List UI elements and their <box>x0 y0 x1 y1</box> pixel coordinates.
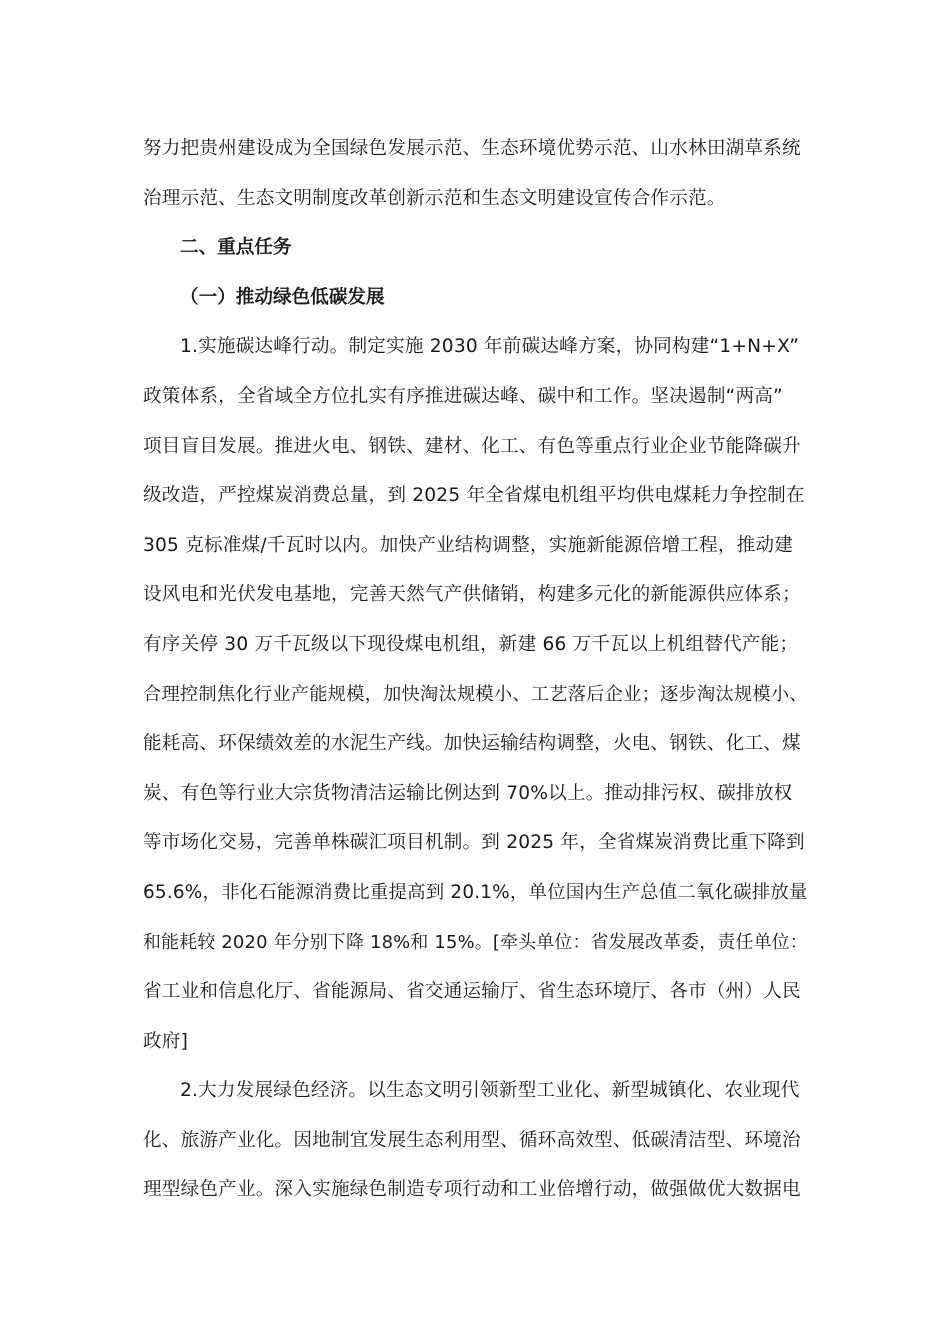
text-line: 省工业和信息化厅、省能源局、省交通运输厅、省生态环境厅、各市（州）人民 <box>143 981 801 1003</box>
item-2-paragraph <box>143 1066 811 1215</box>
text-line: 努力把贵州建设成为全国绿色发展示范、生态环境优势示范、山水林田湖草系统 <box>143 138 801 159</box>
lead-paragraph <box>143 124 811 223</box>
text-line: 和能耗较 2020 年分别下降 18%和 15%。[牵头单位：省发展改革委，责任单位： <box>143 931 808 953</box>
text-line: 化、旅游产业化。因地制宜发展生态利用型、循环高效型、低碳清洁型、环境治 <box>143 1129 801 1151</box>
text-line: 项目盲目发展。推进火电、钢铁、建材、化工、有色等重点行业企业节能降碳升 <box>143 435 801 457</box>
text-line: 305 克标准煤/千瓦时以内。加快产业结构调整，实施新能源倍增工程，推动建 <box>143 534 794 556</box>
item-1-paragraph <box>143 322 811 1066</box>
text-line: 有序关停 30 万千瓦级以下现役煤电机组，新建 66 万千瓦以上机组替代产能； <box>143 633 799 655</box>
text-line: 政策体系，全省域全方位扎实有序推进碳达峰、碳中和工作。坚决遏制“两高” <box>143 385 783 407</box>
text-line: 理型绿色产业。深入实施绿色制造专项行动和工业倍增行动，做强做优大数据电 <box>143 1179 801 1201</box>
subsection-heading: （一）推动绿色低碳发展 <box>180 286 385 308</box>
text-line: 合理控制焦化行业产能规模，加快淘汰规模小、工艺落后企业；逐步淘汰规模小、 <box>143 683 808 705</box>
text-line: 治理示范、生态文明制度改革创新示范和生态文明建设宣传合作示范。 <box>143 187 726 209</box>
text-line: 设风电和光伏发电基地，完善天然气产供储销，构建多元化的新能源供应体系； <box>143 584 801 606</box>
text-line: 政府] <box>143 1030 189 1052</box>
text-line: 1.实施碳达峰行动。制定实施 2030 年前碳达峰方案，协同构建“1+N+X” <box>180 336 800 358</box>
text-line: 级改造，严控煤炭消费总量，到 2025 年全省煤电机组平均供电煤耗力争控制在 <box>143 485 805 507</box>
text-line: 65.6%，非化石能源消费比重提高到 20.1%，单位国内生产总值二氧化碳排放量 <box>143 881 808 903</box>
text-line: 2.大力发展绿色经济。以生态文明引领新型工业化、新型城镇化、农业现代 <box>180 1080 800 1102</box>
text-line: 炭、有色等行业大宗货物清洁运输比例达到 70%以上。推动排污权、碳排放权 <box>143 782 793 804</box>
section-heading: 二、重点任务 <box>180 237 292 259</box>
text-line: 等市场化交易，完善单株碳汇项目机制。到 2025 年，全省煤炭消费比重下降到 <box>143 832 805 854</box>
text-line: 能耗高、环保绩效差的水泥生产线。加快运输结构调整，火电、钢铁、化工、煤 <box>143 733 801 755</box>
document-page <box>143 124 811 1215</box>
